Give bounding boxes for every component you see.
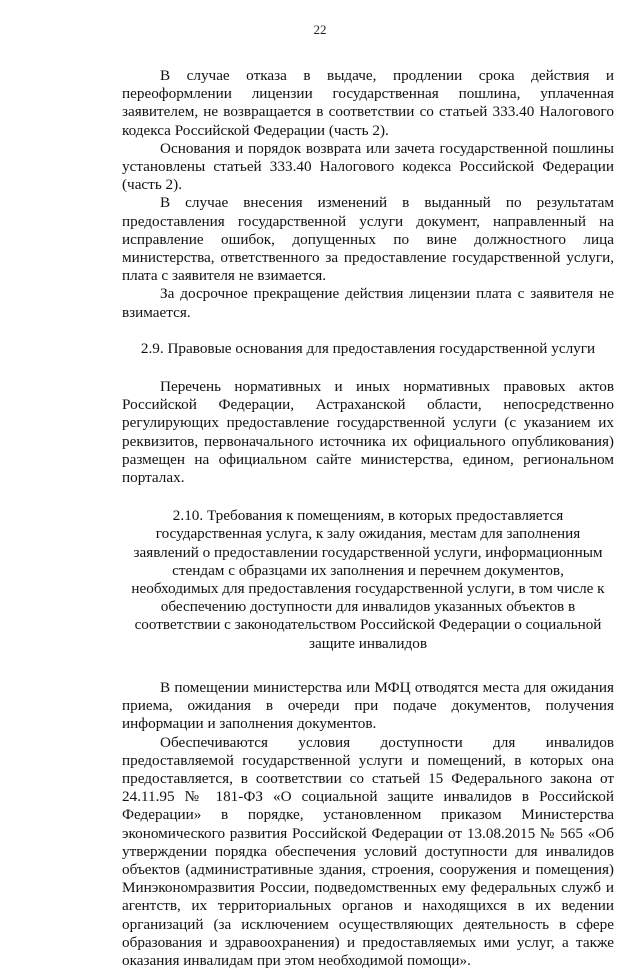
paragraph-early-termination: За досрочное прекращение действия лицензии плата с заявителя не взимается.	[122, 285, 614, 321]
paragraph-error-correction: В случае внесения изменений в выданный по результатам предоставления государственной услуги документ, направленный на исправление ошибок, допущенных по вине должностного лица министерства, ответственного за предоставление государственной услуги, плата с заявителя не взимается.	[122, 194, 614, 285]
page-number: 22	[0, 22, 640, 38]
document-body	[122, 67, 614, 970]
section-2-9-text: Перечень нормативных и иных нормативных правовых актов Российской Федерации, Астраханской области, непосредственно регулирующих предоставление государственной услуги (с указанием их реквизитов, первоначального источника их официального опубликования) размещен на официальном сайте министерства, едином, региональном порталах.	[122, 378, 614, 487]
paragraph-refund-grounds: Основания и порядок возврата или зачета государственной пошлины установлены статьей 333.40 Налогового кодекса Российской Федерации (часть 2).	[122, 140, 614, 195]
paragraph-accessibility: Обеспечиваются условия доступности для инвалидов предоставляемой государственной услуги и помещений, в которых она предоставляется, в соответствии со статьей 15 Федерального закона от 24.11.95 № 181-ФЗ «О социальной защите инвалидов в Российской Федерации» в порядке, установленном приказом Министерства экономического развития Российской Федерации от 13.08.2015 № 565 «Об утверждении порядка обеспечения условий доступности для инвалидов объектов (административные здания, строения, сооружения и помещения) Минэкономразвития России, подведомственных ему федеральных служб и агентств, их территориальных органов и находящихся в их ведении организаций (за исключением осуществляющих деятельность в сфере образования и здравоохранения) и предоставляемых ими услуг, а также оказания инвалидам при этом необходимой помощи».	[122, 734, 614, 970]
paragraph-refund-refusal: В случае отказа в выдаче, продлении срока действия и переоформлении лицензии государственная пошлина, уплаченная заявителем, не возвращается в соответствии со статьей 333.40 Налогового кодекса Российской Федерации (часть 2).	[122, 67, 614, 140]
section-2-9-title: 2.9. Правовые основания для предоставления государственной услуги	[122, 340, 614, 358]
section-2-10-title: 2.10. Требования к помещениям, в которых предоставляется государственная услуга, к залу ожидания, местам для заполнения заявлений о предоставлении государственной услуги, информационным стендам с образцами их заполнения и перечнем документов, необходимых для предоставления государственной услуги, в том числе к обеспечению доступности для инвалидов указанных объектов в соответствии с законодательством Российской Федерации о социальной защите инвалидов	[128, 507, 608, 653]
paragraph-waiting-areas: В помещении министерства или МФЦ отводятся места для ожидания приема, ожидания в очереди при подаче документов, получения информации и заполнения документов.	[122, 679, 614, 734]
